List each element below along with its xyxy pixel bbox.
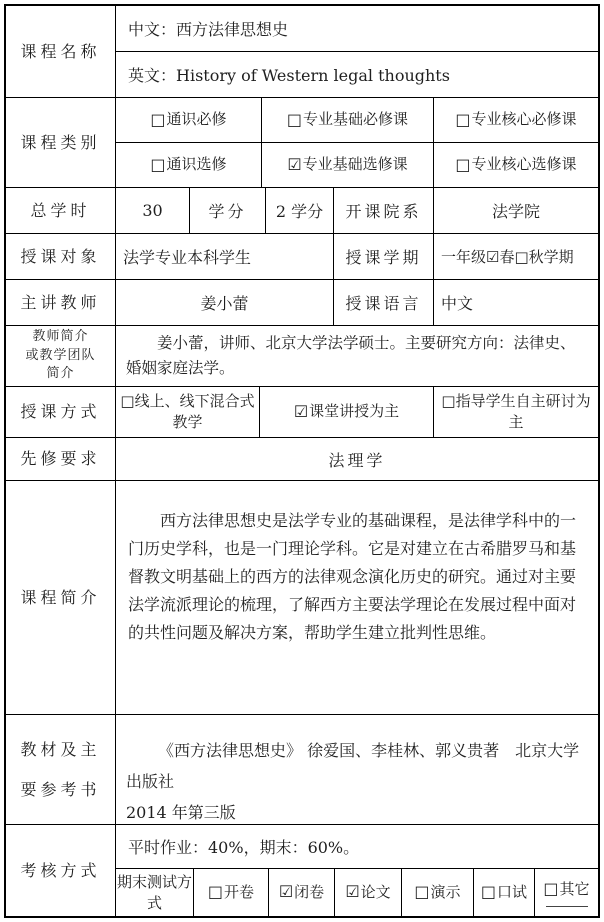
checkbox-label: 通识必修 xyxy=(166,110,227,129)
language-value: 中文 xyxy=(441,294,474,313)
checkbox-icon: ☑ xyxy=(293,401,309,421)
checkbox-icon: ☑ xyxy=(287,154,302,174)
course-intro-cell xyxy=(116,481,598,714)
checkbox-label: 其它 xyxy=(559,879,590,898)
total-hours-label: 总学时 xyxy=(6,188,116,233)
checkbox-icon: □ xyxy=(455,109,471,129)
checkbox-icon: □ xyxy=(207,882,224,902)
checkbox-label: 专业核心必修课 xyxy=(471,110,577,129)
final-test-label: 期末测试方式 xyxy=(116,869,194,916)
checkbox-major-basic-elective[interactable] xyxy=(262,143,434,187)
final-test-row xyxy=(116,869,598,916)
checkbox-icon: □ xyxy=(286,109,303,129)
row-teacher-bio xyxy=(6,326,598,387)
semester-label: 授课学期 xyxy=(334,234,434,279)
checkbox-icon: □ xyxy=(455,154,471,174)
teacher-bio-label-line2: 或教学团队 xyxy=(25,347,96,363)
course-name-en: 英文：History of Western legal thoughts xyxy=(128,66,450,85)
checkbox-self-study-seminar[interactable] xyxy=(434,387,598,437)
textbook-line2: 2014 年第三版 xyxy=(126,803,236,822)
checkbox-oral-test[interactable] xyxy=(474,869,535,916)
row-course-intro xyxy=(6,481,598,715)
course-name-en-cell xyxy=(116,52,598,97)
checkbox-label: 论文 xyxy=(360,882,391,901)
textbook-cell xyxy=(116,715,598,824)
checkbox-icon: ☑ xyxy=(278,882,294,902)
row-prerequisites xyxy=(6,438,598,481)
checkbox-general-required[interactable] xyxy=(116,98,262,142)
textbook-label xyxy=(6,715,116,824)
audience-label: 授课对象 xyxy=(6,234,116,279)
checkbox-icon: □ xyxy=(414,882,430,902)
checkbox-major-core-elective[interactable] xyxy=(434,143,598,187)
row-audience xyxy=(6,234,598,280)
grading-scheme-cell xyxy=(116,825,598,869)
semester-value[interactable]: 一年级☑春□秋学期 xyxy=(441,248,574,266)
checkbox-major-core-required[interactable] xyxy=(434,98,598,142)
checkbox-general-elective[interactable] xyxy=(116,143,262,187)
credits-value: 2 学分 xyxy=(266,188,334,233)
teaching-method-label: 授课方式 xyxy=(6,387,116,437)
checkbox-label: 通识选修 xyxy=(166,155,227,174)
teacher-bio-label xyxy=(6,326,116,386)
row-textbook xyxy=(6,715,598,825)
teacher-bio-text: 姜小蕾，讲师、北京大学法学硕士。主要研究方向：法律史、婚姻家庭法学。 xyxy=(126,334,576,377)
checkbox-other[interactable] xyxy=(535,869,598,916)
checkbox-blended-teaching[interactable] xyxy=(116,387,260,437)
row-instructor xyxy=(6,280,598,326)
checkbox-label: 口试 xyxy=(497,882,528,901)
checkbox-icon: □ xyxy=(441,392,456,410)
row-course-category xyxy=(6,98,598,188)
total-hours-value: 30 xyxy=(116,188,190,233)
checkbox-lecture-based[interactable] xyxy=(260,387,434,437)
course-intro-text: 西方法律思想史是法学专业的基础课程，是法律学科中的一门历史学科，也是一门理论学科。它是对建立在古希腊罗马和基督教文明基础上的西方的法律观念演化历史的研究。通过对主要法学流派理论的梳理，了解西方主要法学理论在发展过程中面对的共性问题及解决方案，帮助学生建立批判性思维。 xyxy=(128,511,577,642)
checkbox-label: 专业核心选修课 xyxy=(471,155,577,174)
language-label: 授课语言 xyxy=(334,280,434,325)
checkbox-icon: □ xyxy=(150,109,166,129)
instructor-label: 主讲教师 xyxy=(6,280,116,325)
checkbox-icon: □ xyxy=(150,154,166,174)
course-name-label: 课程名称 xyxy=(6,6,116,97)
department-label: 开课院系 xyxy=(334,188,434,233)
teacher-bio-cell xyxy=(116,326,598,386)
textbook-label-line1: 教材及主 xyxy=(20,739,101,759)
teacher-bio-label-line1: 教师简介 xyxy=(32,328,89,344)
checkbox-label: 专业基础必修课 xyxy=(303,110,409,129)
row-assessment xyxy=(6,825,598,916)
checkbox-presentation[interactable] xyxy=(402,869,474,916)
audience-value: 法学专业本科学生 xyxy=(116,234,334,279)
row-total-hours xyxy=(6,188,598,234)
checkbox-major-basic-required[interactable] xyxy=(262,98,434,142)
category-row-1 xyxy=(116,98,598,143)
checkbox-icon: □ xyxy=(120,392,135,410)
checkbox-label: 指导学生自主研讨为主 xyxy=(455,392,591,431)
course-name-zh: 中文：西方法律思想史 xyxy=(128,20,289,39)
checkbox-icon: □ xyxy=(480,882,497,902)
checkbox-label: 线上、线下混合式教学 xyxy=(134,392,255,431)
category-row-2 xyxy=(116,143,598,187)
checkbox-icon: ☑ xyxy=(345,882,360,902)
assessment-label: 考核方式 xyxy=(6,825,116,916)
course-info-table xyxy=(4,4,600,918)
checkbox-label: 演示 xyxy=(430,882,461,901)
prerequisites-label: 先修要求 xyxy=(6,438,116,480)
instructor-value: 姜小蕾 xyxy=(116,280,334,325)
credits-label: 学分 xyxy=(190,188,266,233)
textbook-label-line2: 要参考书 xyxy=(20,779,101,799)
teacher-bio-label-line3: 简介 xyxy=(46,366,75,382)
checkbox-open-book[interactable] xyxy=(194,869,269,916)
other-fill-blank[interactable] xyxy=(546,904,588,907)
row-course-name xyxy=(6,6,598,98)
checkbox-label: 闭卷 xyxy=(294,882,325,901)
checkbox-thesis[interactable] xyxy=(335,869,402,916)
course-intro-label: 课程简介 xyxy=(6,481,116,714)
checkbox-closed-book[interactable] xyxy=(269,869,335,916)
prerequisites-value: 法理学 xyxy=(328,450,386,470)
checkbox-label: 开卷 xyxy=(224,882,255,901)
grading-scheme-text: 平时作业：40%，期末：60%。 xyxy=(128,838,360,857)
course-name-zh-cell xyxy=(116,6,598,52)
row-teaching-method xyxy=(6,387,598,438)
checkbox-label: 课堂讲授为主 xyxy=(309,402,400,421)
checkbox-label: 专业基础选修课 xyxy=(302,155,408,174)
checkbox-icon: □ xyxy=(543,879,559,899)
textbook-line1: 《西方法律思想史》 徐爱国、李桂林、郭义贵著 北京大学出版社 xyxy=(126,741,580,791)
course-category-label: 课程类别 xyxy=(6,98,116,187)
department-value: 法学院 xyxy=(491,202,540,221)
